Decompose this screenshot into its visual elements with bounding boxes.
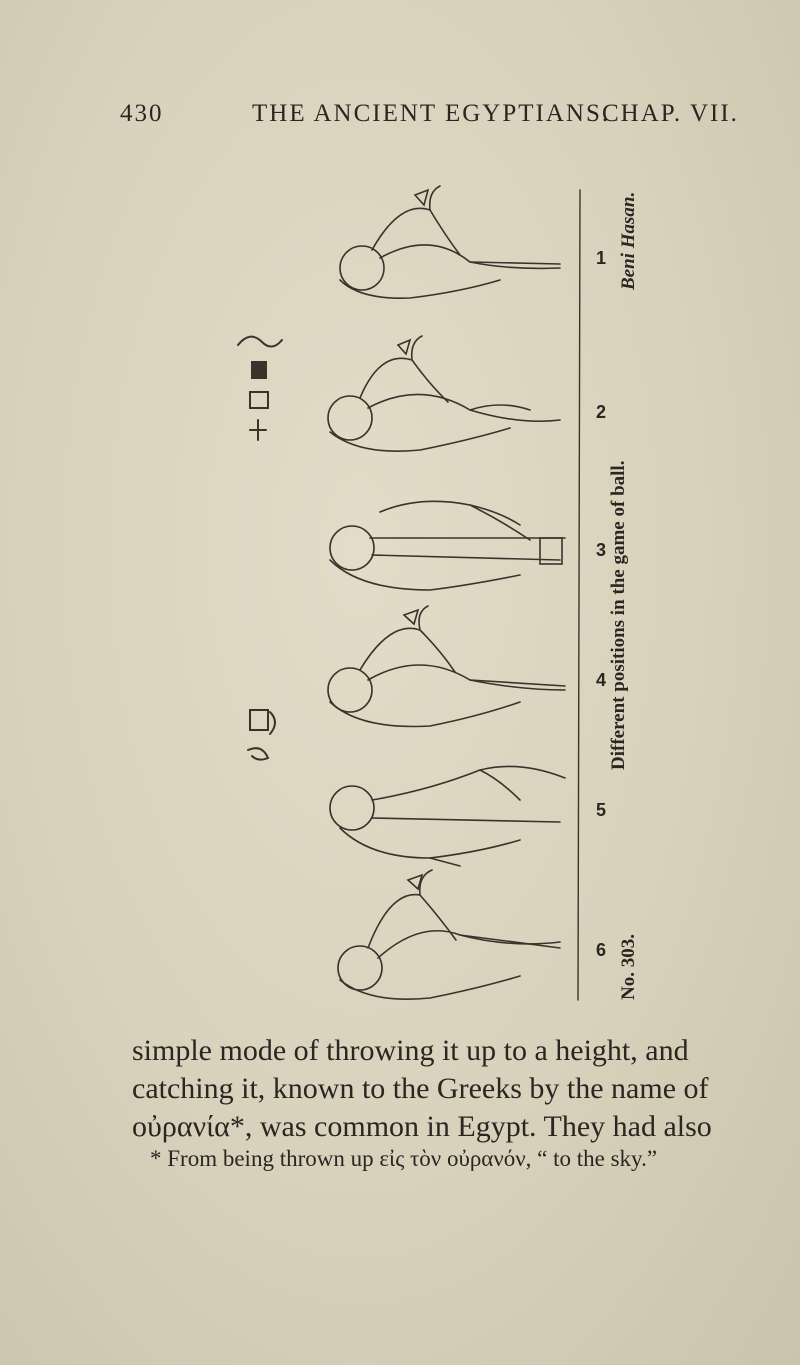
figure-position-1 bbox=[340, 186, 560, 298]
figure-position-2 bbox=[328, 336, 560, 451]
position-label-2: 2 bbox=[596, 402, 607, 422]
running-title: THE ANCIENT EGYPTIANS. bbox=[252, 100, 611, 127]
figure-position-4 bbox=[328, 606, 565, 727]
figure-position-5 bbox=[330, 766, 565, 866]
position-label-3: 3 bbox=[596, 540, 607, 560]
plate-number: No. 303. bbox=[618, 934, 639, 1000]
body-line: simple mode of throwing it up to a height, and bbox=[132, 1034, 689, 1067]
figure-position-6 bbox=[338, 870, 560, 999]
footnote: * From being thrown up εἰς τὸν οὐρανόν, “ to the sky.” bbox=[150, 1146, 658, 1171]
chapter-label: CHAP. VII. bbox=[602, 100, 739, 127]
body-paragraph bbox=[132, 1032, 752, 1146]
page-number: 430 bbox=[120, 100, 164, 127]
position-label-5: 5 bbox=[596, 800, 607, 820]
location-label: Beni Hasan. bbox=[618, 191, 639, 290]
figure-caption: Different positions in the game of ball. bbox=[608, 460, 629, 770]
position-label-6: 6 bbox=[596, 940, 607, 960]
body-line: catching it, known to the Greeks by the name of bbox=[132, 1072, 709, 1105]
figure-position-3 bbox=[330, 501, 565, 590]
hieroglyphs-middle bbox=[248, 710, 275, 760]
position-label-4: 4 bbox=[596, 670, 607, 690]
hieroglyphs-top bbox=[238, 337, 282, 440]
body-line: οὐρανία*, was common in Egypt. They had also bbox=[132, 1110, 712, 1143]
plate-baseline bbox=[578, 190, 580, 1000]
position-label-1: 1 bbox=[596, 248, 607, 268]
